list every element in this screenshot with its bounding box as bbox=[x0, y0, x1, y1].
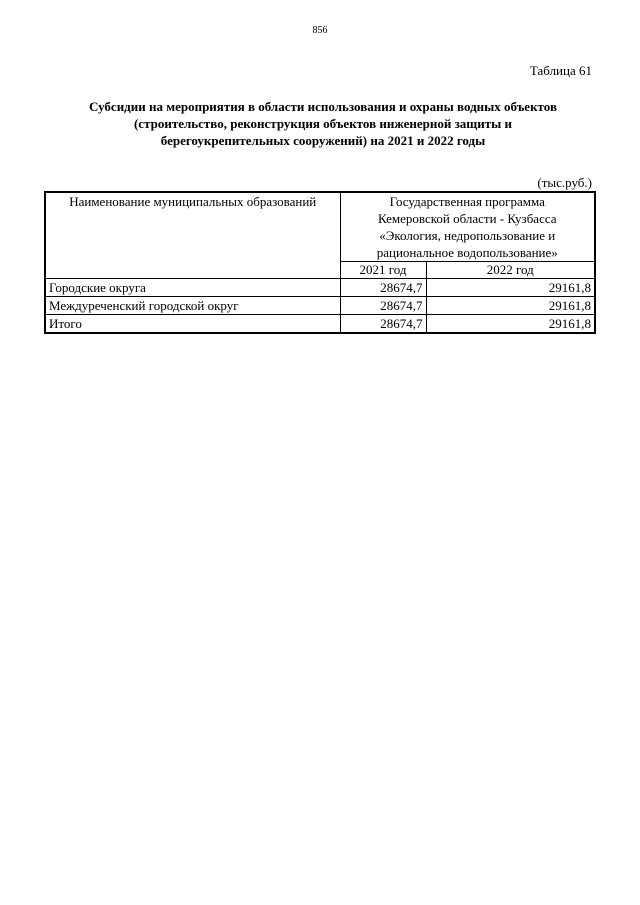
table-row bbox=[45, 279, 595, 297]
header-municipality: Наименование муниципальных образований bbox=[45, 192, 340, 279]
header-year-2022: 2022 год bbox=[426, 262, 595, 279]
row-name: Итого bbox=[45, 315, 340, 334]
header-year-2021: 2021 год bbox=[340, 262, 426, 279]
document-title bbox=[40, 98, 606, 149]
title-line: Субсидии на мероприятия в области использования и охраны водных объектов bbox=[89, 99, 557, 114]
units-label: (тыс.руб.) bbox=[537, 175, 592, 190]
row-value-2022: 29161,8 bbox=[426, 279, 595, 297]
title-line: берегоукрепительных сооружений) на 2021 и 2022 годы bbox=[160, 133, 486, 148]
row-value-2021: 28674,7 bbox=[340, 315, 426, 334]
header-program-line: Кемеровской области - Кузбасса bbox=[377, 211, 557, 226]
row-value-2022: 29161,8 bbox=[426, 315, 595, 334]
header-program-line: рациональное водопользование» bbox=[376, 245, 558, 260]
row-value-2022: 29161,8 bbox=[426, 297, 595, 315]
header-program bbox=[340, 192, 595, 262]
row-value-2021: 28674,7 bbox=[340, 297, 426, 315]
header-program-line: Государственная программа bbox=[389, 194, 545, 209]
row-name: Городские округа bbox=[45, 279, 340, 297]
title-line: (строительство, реконструкция объектов инженерной защиты и bbox=[133, 116, 513, 131]
table-label: Таблица 61 bbox=[529, 63, 592, 78]
header-program-line: «Экология, недропользование и bbox=[379, 228, 556, 243]
row-value-2021: 28674,7 bbox=[340, 279, 426, 297]
table-row-total bbox=[45, 315, 595, 334]
row-name: Междуреченский городской округ bbox=[45, 297, 340, 315]
subsidy-table bbox=[44, 191, 596, 334]
page-number: 856 bbox=[312, 25, 328, 36]
table-row bbox=[45, 297, 595, 315]
